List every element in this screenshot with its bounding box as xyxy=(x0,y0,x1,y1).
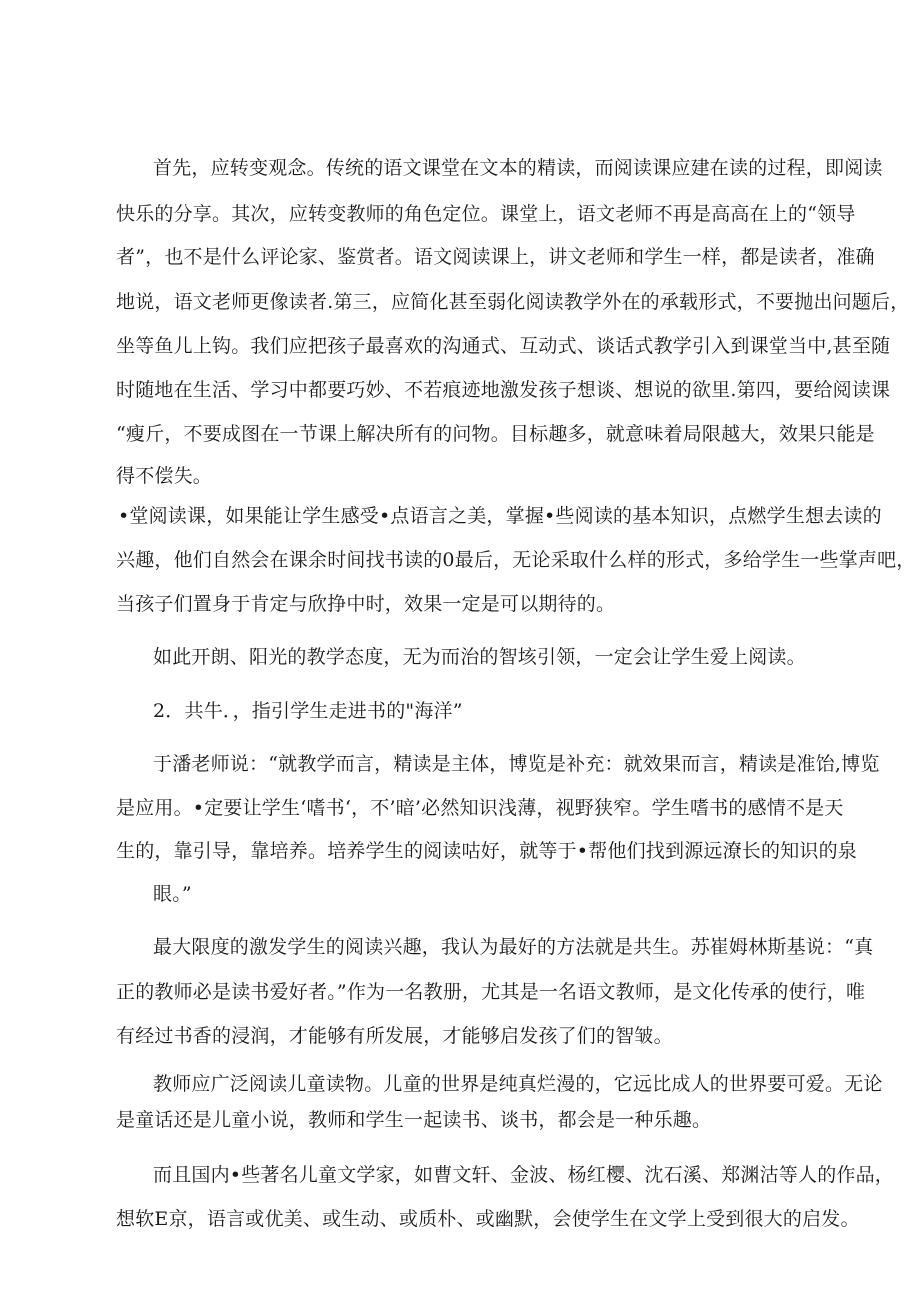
paragraph-4-line-2: 是应用。•定要让学生‘嗜书‘，不’暗’必然知识浅薄，视野狭窄。学生嗜书的感情不是天 xyxy=(116,797,844,819)
paragraph-1-line-8: 得不偿失。 xyxy=(116,465,213,487)
paragraph-1-line-1: 首先，应转变观念。传统的语文课堂在文本的精读，而阅读课应建在读的过程，即阅读 xyxy=(153,157,883,179)
paragraph-6-line-2: 是童话还是儿童小说，教师和学生一起读书、谈书，都会是一种乐趣。 xyxy=(116,1109,712,1131)
paragraph-4-line-1: 于潘老师说：“就教学而言，精读是主体，博览是补充：就效果而言，精读是准饴,博览 xyxy=(153,753,880,775)
paragraph-7-line-1: 而且国内•些著名儿童文学家，如曹文轩、金波、杨红樱、沈石溪、郑渊沽等人的作品， xyxy=(153,1164,895,1186)
paragraph-1-line-6: 时随地在生活、学习中都要巧妙、不若痕迹地激发孩子想谈、想说的欲里.第四，要给阅读课 xyxy=(116,379,891,401)
paragraph-1-line-5: 坐等鱼儿上钩。我们应把孩子最喜欢的沟通式、互动式、谈话式教学引入到课堂当中,甚至随 xyxy=(116,335,891,357)
paragraph-5-line-3: 有经过书香的浸润，才能够有所发展，才能够启发孩了们的智皱。 xyxy=(116,1025,673,1047)
paragraph-2-line-1: •堂阅读课，如果能让学生感受•点语言之美，掌握•些阅读的基本知识，点燃学生想去读的 xyxy=(118,505,882,527)
paragraph-2-line-2: 兴趣，他们自然会在课余时间找书读的0最后，无论采取什么样的形式，多给学生一些掌声吧， xyxy=(116,549,916,571)
paragraph-1-line-2: 快乐的分享。其次，应转变教师的角色定位。课堂上，语文老师不再是高高在上的“领导 xyxy=(116,203,856,225)
paragraph-1-line-7: “瘦斤，不要成图在一节课上解决所有的问物。目标趣多，就意味着局限越大，效果只能是 xyxy=(116,423,875,445)
paragraph-2-line-3: 当孩子们置身于肯定与欣挣中时，效果一定是可以期待的。 xyxy=(116,593,616,615)
paragraph-3-line-1: 如此开朗、阳光的教学态度，无为而治的智垓引领，一定会让学生爱上阅读。 xyxy=(153,646,806,668)
paragraph-5-line-2: 正的教师必是读书爱好者。”作为一名教册，尤其是一名语文教师，是文化传承的使行，唯 xyxy=(116,981,866,1003)
paragraph-1-line-3: 者”，也不是什么评论家、鉴赏者。语文阅读课上，讲文老师和学生一样，都是读者，准确 xyxy=(116,246,875,268)
paragraph-6-line-1: 教师应广泛阅读儿童读物。儿童的世界是纯真烂漫的，它远比成人的世界要可爱。无论 xyxy=(153,1073,883,1095)
paragraph-1-line-4: 地说，语文老师更像读者.第三，应简化甚至弱化阅读教学外在的承载形式，不要抛出问题后， xyxy=(116,291,910,313)
section-heading-2: 2．共牛．，指引学生走进书的"海洋” xyxy=(153,700,463,722)
paragraph-5-line-1: 最大限度的激发学生的阅读兴趣，我认为最好的方法就是共生。苏崔姆林斯基说：“真 xyxy=(153,936,874,958)
paragraph-7-line-2: 想软E京，语言或优美、或生动、或质朴、或幽默，会使学生在文学上受到很大的启发。 xyxy=(116,1208,860,1230)
paragraph-4-line-4: 眼。” xyxy=(153,883,192,905)
paragraph-4-line-3: 生的，靠引导，靠培养。培养学生的阅读咕好，就等于•帮他们找到源远潦长的知识的泉 xyxy=(116,840,858,862)
